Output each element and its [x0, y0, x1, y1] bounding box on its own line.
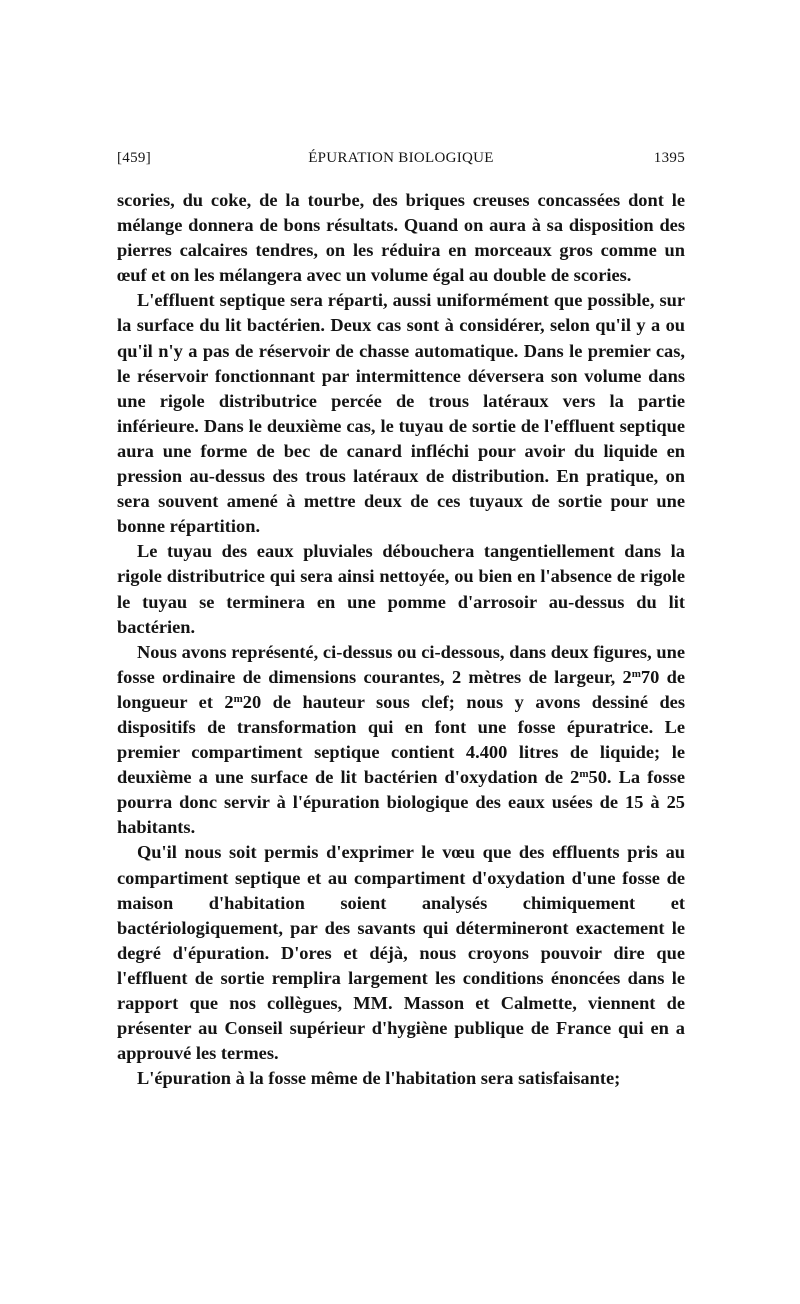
- body-text: [117, 188, 685, 1091]
- paragraph-6: L'épuration à la fosse même de l'habitation sera satisfaisante;: [137, 1068, 621, 1089]
- paragraph-2: L'effluent septique sera réparti, aussi uniformément que possible, sur la surface du lit bactérien. Deux cas sont à considérer, selon qu'il y a ou qu'il n'y a pas de réservoir de chasse automatique. Dans le premier cas, le réservoir fonctionnant par intermittence déversera son volume dans une rigole distributrice percée de trous latéraux vers la partie inférieure. Dans le deuxième cas, le tuyau de sortie de l'effluent septique aura une forme de bec de canard infléchi pour avoir du liquide en pression au-dessus des trous latéraux de distribution. En pratique, on sera souvent amené à mettre deux de ces tuyaux de sortie pour une bonne répartition.: [117, 290, 685, 537]
- paragraph-4-part-2: 70 de longueur et 2: [117, 666, 685, 712]
- metre-superscript: m: [631, 667, 641, 680]
- page-reference: [459]: [117, 150, 151, 166]
- paragraph-4-part-4: 50. La fosse pourra donc servir à l'épuration biologique des eaux usées de 15 à 25 habitants.: [117, 767, 685, 838]
- paragraph-5: Qu'il nous soit permis d'exprimer le vœu que des effluents pris au compartiment septique et au compartiment d'oxydation d'une fosse de maison d'habitation soient analysés chimiquement et bactériologiquement, par des savants qui détermineront exactement le degré d'épuration. D'ores et déjà, nous croyons pouvoir dire que l'effluent de sortie remplira largement les conditions énoncées dans le rapport que nos collègues, MM. Masson et Calmette, viennent de présenter au Conseil supérieur d'hygiène publique de France qui en a approuvé les termes.: [117, 842, 685, 1064]
- page-number: 1395: [653, 150, 685, 166]
- running-header: [117, 150, 685, 174]
- paragraph-4: [117, 640, 685, 841]
- running-title: ÉPURATION BIOLOGIQUE: [308, 150, 494, 166]
- square-metre-superscript: m: [579, 768, 589, 781]
- metre-superscript: m: [233, 692, 243, 705]
- paragraph-1: scories, du coke, de la tourbe, des briques creuses concassées dont le mélange donnera de bons résultats. Quand on aura à sa disposition des pierres calcaires tendres, on les réduira en morceaux gros comme un œuf et on les mélangera avec un volume égal au double de scories.: [117, 190, 685, 286]
- paragraph-3: Le tuyau des eaux pluviales débouchera tangentiellement dans la rigole distributrice qui sera ainsi nettoyée, ou bien en l'absence de rigole le tuyau se terminera en une pomme d'arrosoir au-dessus du lit bactérien.: [117, 541, 685, 637]
- paragraph-4-part-1: Nous avons représenté, ci-dessus ou ci-dessous, dans deux figures, une fosse ordinaire de dimensions courantes, 2 mètres de largeur, 2: [117, 641, 685, 687]
- document-page: [117, 150, 685, 1091]
- paragraph-4-part-3: 20 de hauteur sous clef; nous y avons dessiné des dispositifs de transformation qui en font une fosse épuratrice. Le premier compartiment septique contient 4.400 litres de liquide; le deuxième a une surface de lit bactérien d'oxydation de 2: [117, 691, 686, 788]
